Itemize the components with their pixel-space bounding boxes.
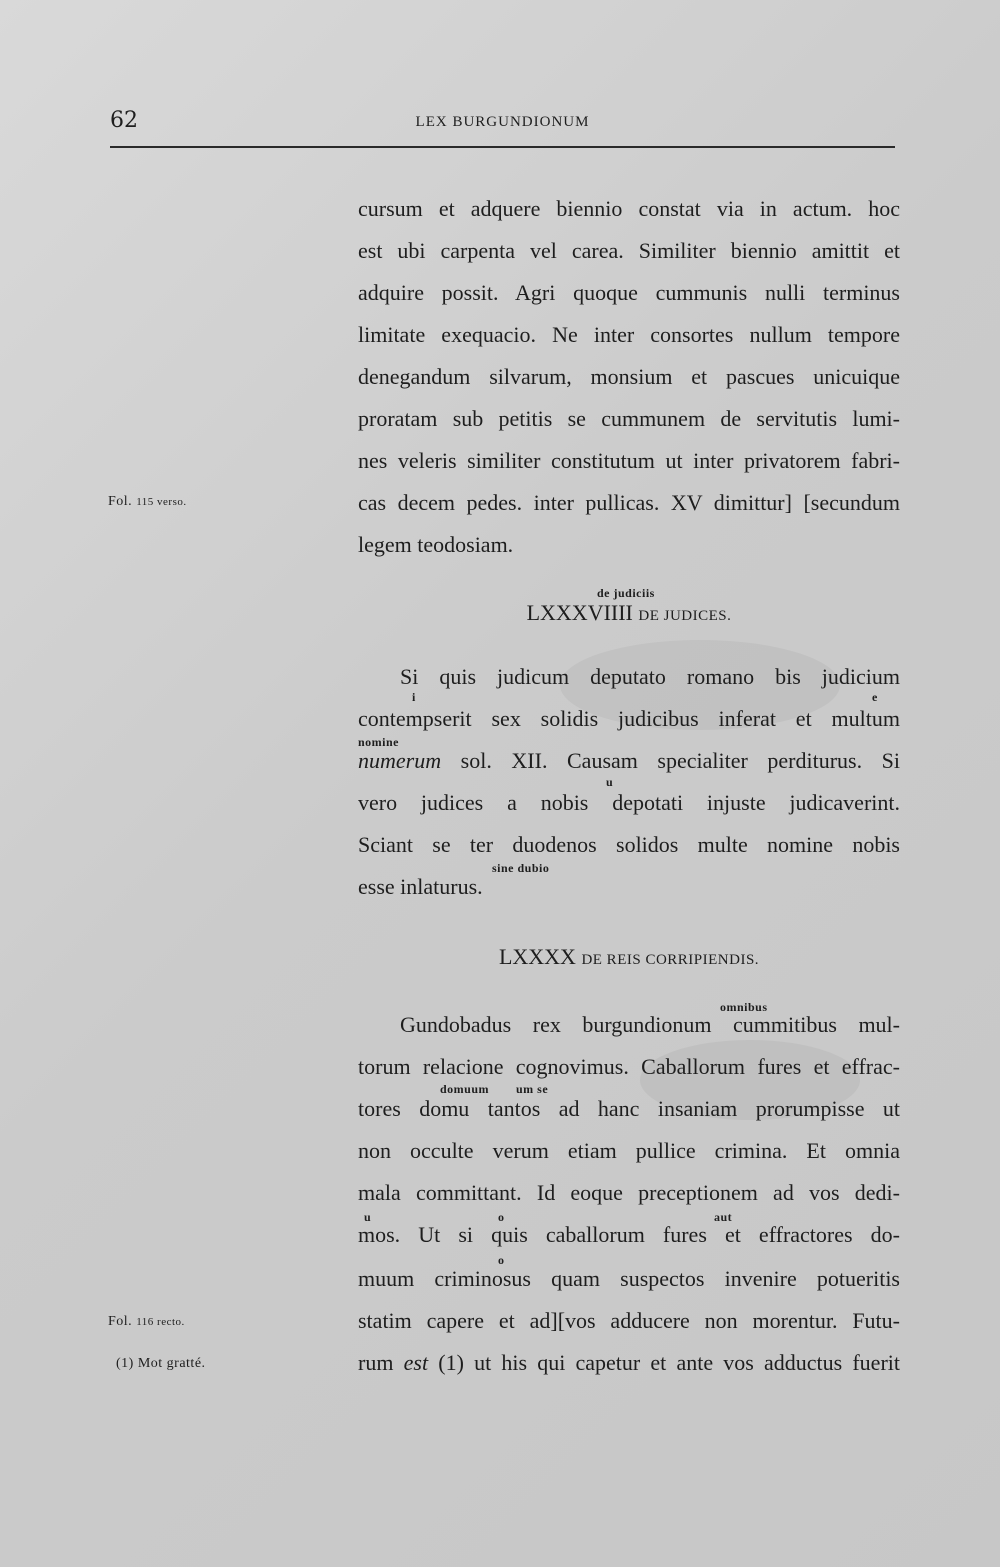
body-line: contempserit sex solidis judicibus inferat et multum [358, 706, 900, 731]
margin-note-fol-116 [108, 1314, 243, 1330]
footnote: (1) Mot gratté. [116, 1356, 206, 1371]
body-line-text: rum [358, 1350, 394, 1375]
body-line: vero judices a nobis depotati injuste judicaverint. [358, 790, 900, 815]
italic-word: numerum [358, 748, 442, 773]
body-line: Sciant se ter duodenos solidos multe nomine nobis [358, 832, 900, 857]
body-line: Si quis judicum deputato romano bis judicium [400, 664, 900, 689]
body-line: legem teodosiam. [358, 532, 514, 557]
interlinear-gloss: de judiciis [597, 586, 655, 600]
section-number: LXXXVIIII [526, 600, 633, 625]
interlinear-gloss: omnibus [720, 1000, 768, 1014]
header-rule [110, 146, 895, 148]
interlinear-gloss: nomine [358, 735, 400, 749]
margin-note-fol-label: Fol. [108, 494, 133, 509]
page-number: 62 [110, 108, 138, 133]
body-line: proratam sub petitis se cummunem de servitutis lumi- [358, 406, 900, 431]
body-line: mala committant. Id eoque preceptionem ad vos dedi- [358, 1180, 900, 1205]
margin-note-fol-115 [108, 494, 243, 510]
margin-note-fol-ref: 115 verso. [136, 496, 187, 508]
interlinear-gloss: sine dubio [492, 861, 550, 875]
body-line: cursum et adquere biennio constat via in actum. hoc [358, 196, 900, 221]
interlinear-gloss: i [412, 690, 416, 704]
body-line: statim capere et ad][vos adducere non morentur. Futu- [358, 1308, 900, 1333]
interlinear-gloss: um se [516, 1082, 549, 1096]
interlinear-gloss: u [364, 1210, 372, 1224]
body-line: est ubi carpenta vel carea. Similiter biennio amittit et [358, 238, 900, 263]
section-title: DE REIS CORRIPIENDIS. [581, 952, 760, 968]
body-line: limitate exequacio. Ne inter consortes nullum tempore [358, 322, 900, 347]
body-line: cas decem pedes. inter pullicas. XV dimittur] [secundum [358, 490, 900, 515]
body-line: non occulte verum etiam pullice crimina. Et omnia [358, 1138, 900, 1163]
body-line: adquire possit. Agri quoque cummunis nulli terminus [358, 280, 900, 305]
interlinear-gloss: e [872, 690, 878, 704]
body-line: mos. Ut si quis caballorum fures et effractores do- [358, 1222, 900, 1247]
section-heading-90 [358, 944, 900, 970]
interlinear-gloss: u [606, 775, 614, 789]
interlinear-gloss: o [498, 1253, 505, 1267]
page-header [110, 108, 895, 148]
body-line [358, 748, 900, 774]
interlinear-gloss: aut [714, 1210, 733, 1224]
section-title: DE JUDICES. [638, 608, 732, 624]
body-line: nes veleris similiter constitutum ut inter privatorem fabri- [358, 448, 900, 473]
margin-note-fol-label: Fol. [108, 1314, 133, 1329]
body-line: muum criminosus quam suspectos invenire potueritis [358, 1266, 900, 1291]
body-line [358, 1350, 900, 1376]
section-heading-89 [358, 600, 900, 626]
interlinear-gloss: o [498, 1210, 505, 1224]
body-line: denegandum silvarum, monsium et pascues unicuique [358, 364, 900, 389]
body-line: torum relacione cognovimus. Caballorum fures et effrac- [358, 1054, 900, 1079]
footnote-marker: (1) [438, 1350, 464, 1375]
body-line-text: ut his qui capetur et ante vos adductus fuerit [474, 1350, 900, 1375]
body-line-text: sol. XII. Causam specialiter perditurus. Si [460, 748, 900, 773]
margin-note-fol-ref: 116 recto. [136, 1316, 185, 1328]
body-line: tores domu tantos ad hanc insaniam prorumpisse ut [358, 1096, 900, 1121]
body-line: Gundobadus rex burgundionum cummitibus mul- [400, 1012, 900, 1037]
italic-word: est [403, 1350, 429, 1375]
interlinear-gloss: domuum [440, 1082, 490, 1096]
body-line: esse inlaturus. [358, 874, 483, 899]
running-title: LEX BURGUNDIONUM [415, 114, 590, 130]
section-number: LXXXX [498, 944, 576, 969]
